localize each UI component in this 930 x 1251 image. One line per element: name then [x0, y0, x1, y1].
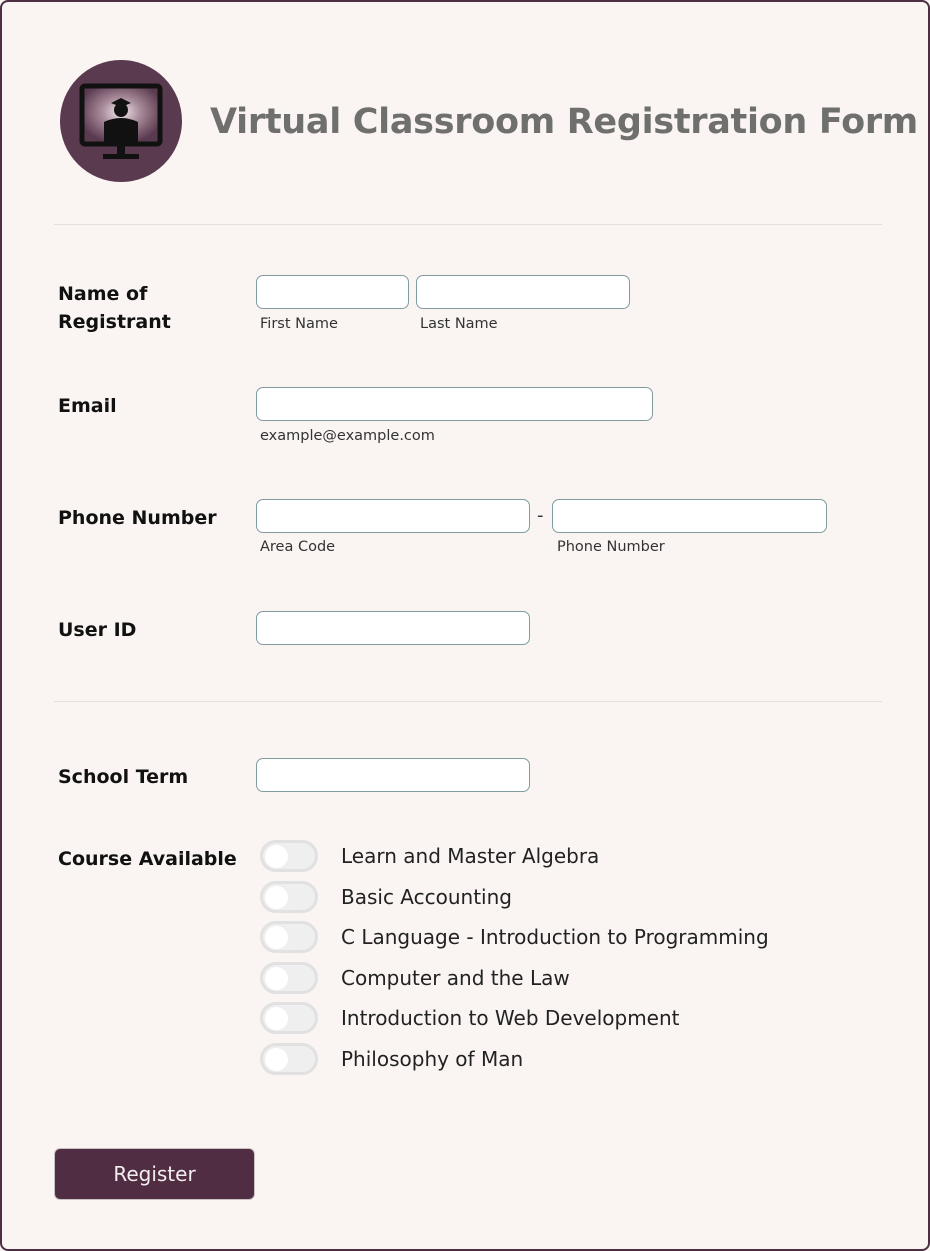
phone-separator: - — [537, 505, 544, 526]
course-label: Learn and Master Algebra — [341, 844, 600, 868]
course-toggle[interactable] — [260, 1002, 318, 1034]
course-option[interactable] — [260, 839, 599, 873]
toggle-knob — [265, 1048, 288, 1071]
courses-label: Course Available — [58, 848, 237, 870]
course-toggle[interactable] — [260, 1043, 318, 1075]
first-name-sublabel: First Name — [260, 316, 338, 332]
toggle-knob — [265, 926, 288, 949]
phone-number-input[interactable] — [552, 499, 827, 533]
first-name-input[interactable] — [256, 275, 409, 309]
register-button[interactable]: Register — [54, 1148, 255, 1200]
school-term-label: School Term — [58, 766, 189, 788]
user-id-input[interactable] — [256, 611, 530, 645]
phone-number-sublabel: Phone Number — [557, 539, 665, 555]
email-input[interactable] — [256, 387, 653, 421]
section-divider — [54, 701, 882, 702]
course-option[interactable] — [260, 1001, 680, 1035]
course-label: Computer and the Law — [341, 966, 570, 990]
course-toggle[interactable] — [260, 962, 318, 994]
area-code-sublabel: Area Code — [260, 539, 336, 555]
name-label-line2: Registrant — [58, 311, 171, 333]
email-label: Email — [58, 395, 117, 417]
user-id-label: User ID — [58, 619, 137, 641]
virtual-classroom-monitor-icon — [60, 60, 182, 182]
course-toggle[interactable] — [260, 921, 318, 953]
course-label: Philosophy of Man — [341, 1047, 524, 1071]
course-label: Basic Accounting — [341, 885, 512, 909]
section-divider — [54, 224, 882, 225]
toggle-knob — [265, 886, 288, 909]
last-name-input[interactable] — [416, 275, 630, 309]
name-label-line1: Name of — [58, 283, 148, 305]
area-code-input[interactable] — [256, 499, 530, 533]
last-name-sublabel: Last Name — [420, 316, 498, 332]
toggle-knob — [265, 1007, 288, 1030]
course-label: Introduction to Web Development — [341, 1006, 680, 1030]
course-toggle[interactable] — [260, 881, 318, 913]
course-option[interactable] — [260, 880, 512, 914]
course-option[interactable] — [260, 920, 769, 954]
course-option[interactable] — [260, 961, 570, 995]
name-label — [58, 280, 171, 336]
page-title: Virtual Classroom Registration Form — [210, 102, 918, 142]
email-sublabel: example@example.com — [260, 428, 435, 444]
toggle-knob — [265, 845, 288, 868]
course-label: C Language - Introduction to Programming — [341, 925, 769, 949]
course-toggle[interactable] — [260, 840, 318, 872]
toggle-knob — [265, 967, 288, 990]
school-term-input[interactable] — [256, 758, 530, 792]
phone-label: Phone Number — [58, 507, 217, 529]
course-option[interactable] — [260, 1042, 523, 1076]
